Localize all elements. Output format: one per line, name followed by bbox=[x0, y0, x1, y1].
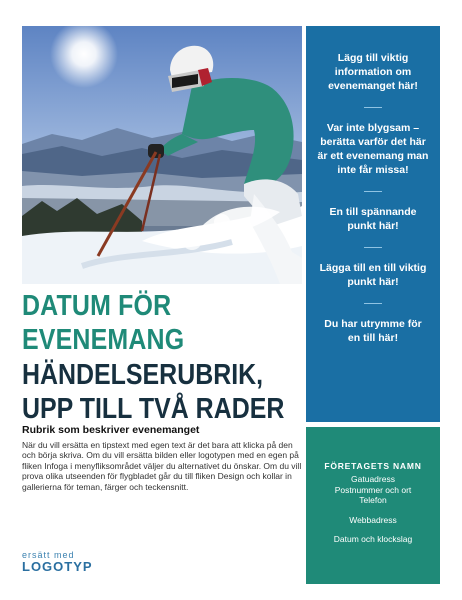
sidebar-divider bbox=[364, 303, 382, 304]
highlight-point: Lägga till en till viktig punkt här! bbox=[319, 262, 427, 288]
event-subheading: Rubrik som beskriver evenemanget bbox=[22, 424, 200, 436]
highlights-sidebar bbox=[306, 26, 440, 422]
company-name: FÖRETAGETS NAMN bbox=[324, 461, 422, 471]
sidebar-divider bbox=[364, 247, 382, 248]
logo-small-text: ersätt med bbox=[22, 550, 75, 560]
event-date-heading bbox=[22, 289, 263, 357]
logo-placeholder bbox=[22, 550, 93, 574]
event-heading-line-2: UPP TILL TVÅ RADER bbox=[22, 393, 285, 425]
event-heading-line-1: HÄNDELSERUBRIK, bbox=[22, 359, 264, 391]
event-title-heading bbox=[22, 358, 285, 426]
company-web: Webbadress bbox=[349, 514, 397, 525]
company-address: Gatuadress bbox=[351, 474, 395, 484]
highlight-point: Du har utrymme för en till här! bbox=[324, 318, 422, 344]
company-postal: Postnummer och ort bbox=[334, 484, 412, 495]
hero-photo-skier bbox=[22, 26, 302, 284]
sidebar-divider bbox=[364, 191, 382, 192]
company-datetime: Datum och klockslag bbox=[333, 534, 413, 544]
highlight-point: Lägg till viktig information om evenemanget här! bbox=[328, 52, 418, 92]
event-description: När du vill ersätta en tipstext med egen text är det bara att klicka på den och börja skriva. Om du vill ersätta bilden eller logotypen med en egen på fliken Infoga i menyfliksområdet väljer du alternativet du önskar. Om du vill prova olika utseenden för flygbladet går du till fliken Design och kollar in gallerierna för teman, färger och teckensnitt. bbox=[22, 440, 302, 492]
date-heading-line-2: EVENEMANG bbox=[22, 324, 185, 356]
company-phone: Telefon bbox=[359, 495, 387, 505]
skier-illustration bbox=[22, 26, 302, 284]
sidebar-divider bbox=[364, 107, 382, 108]
highlight-point: Var inte blygsam – berätta varför det här är ett evenemang man inte får missa! bbox=[317, 122, 429, 176]
highlight-point: En till spännande punkt här! bbox=[329, 206, 417, 232]
company-info-box bbox=[306, 427, 440, 584]
date-heading-line-1: DATUM FÖR bbox=[22, 290, 172, 322]
logo-big-text: LOGOTYP bbox=[22, 559, 93, 574]
